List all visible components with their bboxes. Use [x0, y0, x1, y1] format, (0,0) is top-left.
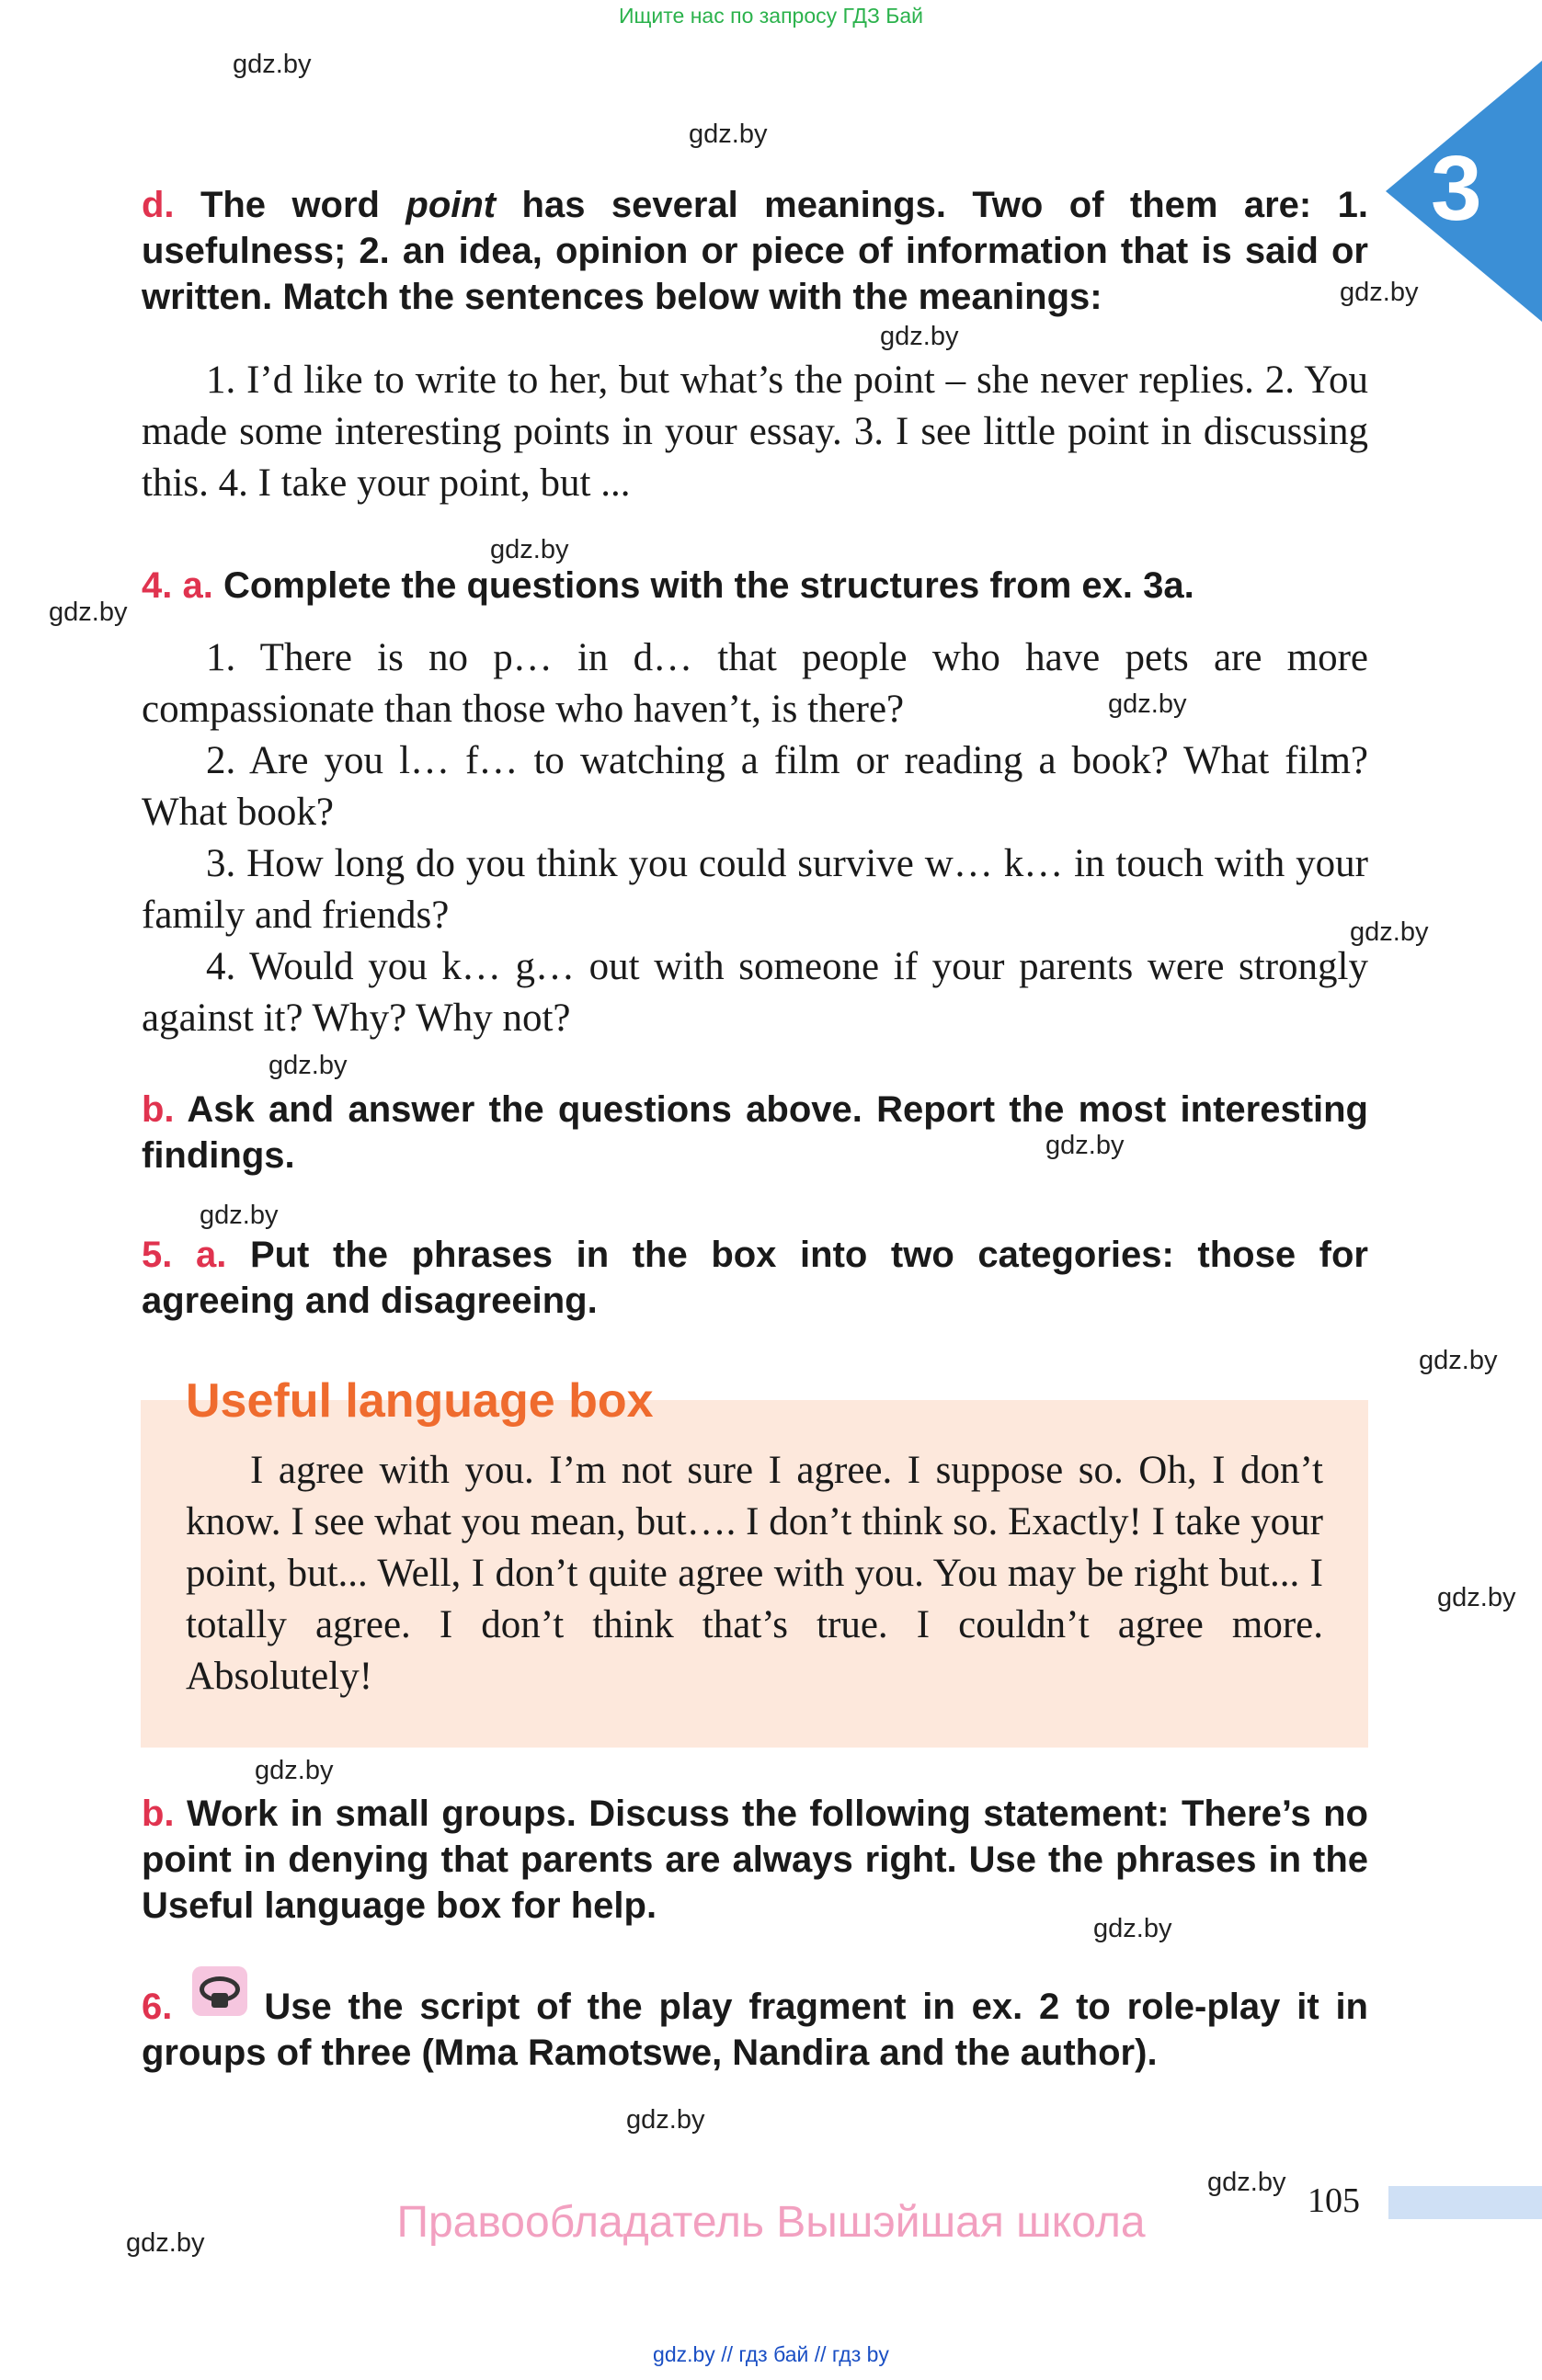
copyright-notice: Правообладатель Вышэйшая школа	[396, 2198, 1146, 2247]
exercise-label: b.	[142, 1089, 175, 1130]
exercise-5a-instruction	[142, 1232, 1368, 1324]
watermark: gdz.by	[1207, 2168, 1286, 2197]
exercise-5b-instruction	[142, 1791, 1368, 1929]
exercise-4b-instruction	[142, 1087, 1368, 1179]
watermark: gdz.by	[1045, 1131, 1125, 1160]
watermark: gdz.by	[255, 1756, 334, 1785]
role-play-icon	[191, 1965, 248, 2017]
watermark: gdz.by	[490, 535, 569, 564]
exercise-3d-sentences	[142, 355, 1368, 509]
question-item: 1. There is no p… in d… that people who have pets are more compassionate than those who haven’t, is there?	[142, 636, 1368, 731]
instruction-text: has several meanings. Two of them are: 1. usefulness; 2. an idea, opinion or piece of information that is said or written. Match the sentences below with the meanings:	[142, 185, 1368, 317]
instruction-text: Work in small groups. Discuss the following statement: There’s no point in denying that parents are always right. Use the phrases in the Useful language box for help.	[142, 1794, 1368, 1926]
watermark: gdz.by	[1340, 278, 1419, 307]
question-item: 4. Would you k… g… out with someone if your parents were strongly against it? Why? Why not?	[142, 945, 1368, 1040]
emphasized-word: point	[405, 185, 497, 225]
watermark: gdz.by	[1419, 1346, 1498, 1375]
watermark: gdz.by	[233, 50, 312, 79]
search-hint-banner[interactable]: Ищите нас по запросу ГДЗ Бай	[618, 4, 924, 28]
question-item: 2. Are you l… f… to watching a film or reading a book? What film? What book?	[142, 739, 1368, 834]
watermark: gdz.by	[268, 1051, 348, 1080]
exercise-label: b.	[142, 1794, 175, 1834]
exercise-label: 5. a.	[142, 1235, 227, 1275]
chapter-number: 3	[1431, 137, 1482, 240]
watermark: gdz.by	[49, 598, 128, 627]
exercise-4a-instruction	[142, 563, 1368, 609]
watermark: gdz.by	[689, 120, 768, 149]
watermark: gdz.by	[1108, 689, 1187, 719]
watermark: gdz.by	[880, 322, 959, 351]
exercise-label: 4. a.	[142, 565, 213, 606]
exercise-label: d.	[142, 185, 175, 225]
instruction-text: Put the phrases in the box into two categories: those for agreeing and disagreeing.	[142, 1235, 1368, 1321]
watermark: gdz.by	[126, 2228, 205, 2258]
exercise-6-instruction	[142, 1984, 1368, 2076]
watermark: gdz.by	[200, 1201, 279, 1230]
page-number: 105	[1308, 2181, 1360, 2220]
instruction-text: Use the script of the play fragment in ex. 2 to role-play it in groups of three (Mma Ramotswe, Nandira and the author).	[142, 1987, 1368, 2073]
page-number-bar	[1388, 2186, 1542, 2219]
instruction-text: Ask and answer the questions above. Report the most interesting findings.	[142, 1089, 1368, 1176]
instruction-text: Complete the questions with the structures from ex. 3a.	[223, 565, 1194, 606]
exercise-4a-questions	[142, 632, 1368, 1044]
exercise-label: 6.	[142, 1987, 173, 2027]
question-item: 3. How long do you think you could survive w… k… in touch with your family and friends?	[142, 842, 1368, 937]
watermark: gdz.by	[1093, 1914, 1172, 1943]
useful-language-phrases: I agree with you. I’m not sure I agree. I suppose so. Oh, I don’t know. I see what you mean, but…. I don’t think so. Exactly! I take your point, but... Well, I don’t quite agree with you. You may be right but... I totally agree. I don’t think that’s true. I couldn’t agree more. Absolutely!	[186, 1449, 1323, 1698]
sentences-paragraph: 1. I’d like to write to her, but what’s the point – she never replies. 2. You made some interesting points in your essay. 3. I see little point in discussing this. 4. I take your point, but ...	[142, 359, 1368, 505]
watermark: gdz.by	[1350, 917, 1429, 947]
watermark: gdz.by	[1437, 1583, 1516, 1612]
watermark: gdz.by	[626, 2105, 705, 2135]
footer-links[interactable]: gdz.by // гдз бай // гдз by	[653, 2342, 889, 2366]
instruction-text: The word	[200, 185, 406, 225]
exercise-3d-instruction	[142, 182, 1368, 320]
useful-language-box-title: Useful language box	[186, 1374, 654, 1428]
